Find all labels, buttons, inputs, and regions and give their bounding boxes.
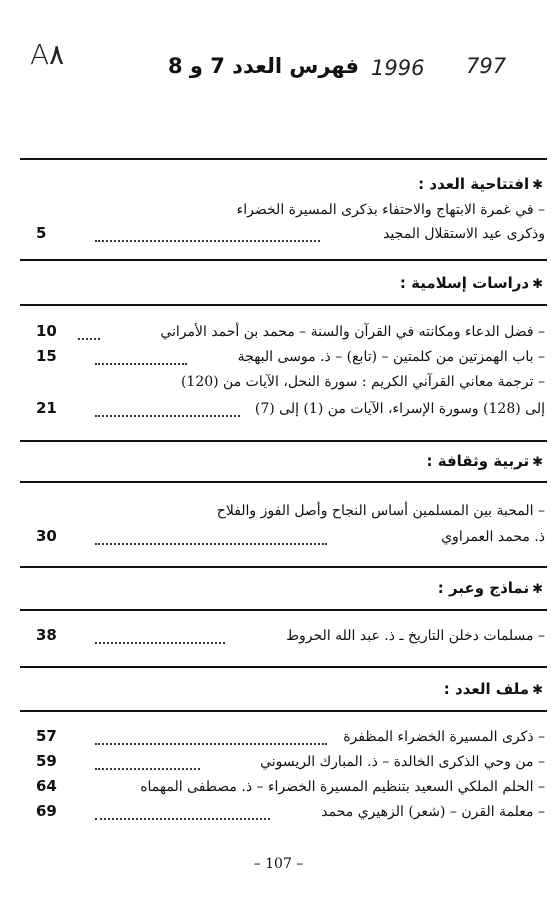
- year-mark: 1996: [371, 56, 425, 80]
- toc-line: – في غمرة الابتهاج والاحتفاء بذكرى المسيرة الخضراء: [236, 202, 545, 218]
- toc-line: ذ. محمد العمراوي: [441, 529, 545, 545]
- section-heading: ✱ملف العدد :: [443, 680, 543, 698]
- star-icon: ✱: [532, 178, 543, 193]
- toc-line: – مسلمات دخلن التاريخ ـ ذ. عبد الله الحروط: [286, 628, 545, 644]
- toc-line: – فضل الدعاء ومكانته في القرآن والسنة – محمد بن أحمد الأمراني: [160, 324, 545, 340]
- section-divider: [20, 158, 547, 160]
- section-heading: ✱تربية وثقافة :: [426, 452, 543, 470]
- dot-leader: [78, 338, 100, 340]
- page-number: 30: [36, 527, 57, 545]
- section-divider: [20, 566, 547, 568]
- dot-leader: [95, 240, 320, 242]
- section-divider: [20, 440, 547, 442]
- dot-leader: [95, 363, 187, 365]
- section-heading: ✱نماذج وعبر :: [437, 579, 543, 597]
- section-divider: [20, 609, 547, 611]
- section-divider: [20, 666, 547, 668]
- page-title: فهرس العدد 7 و 8: [167, 54, 359, 78]
- toc-line: وذكرى عيد الاستقلال المجيد: [383, 226, 545, 242]
- dot-leader: [95, 415, 240, 417]
- dot-leader: [95, 642, 225, 644]
- dot-leader: [95, 818, 270, 820]
- dot-leader: [95, 743, 327, 745]
- page-number: 38: [36, 626, 57, 644]
- toc-line: – المحبة بين المسلمين أساس النجاح وأصل الفوز والفلاح: [216, 503, 545, 519]
- page-number: 5: [36, 224, 47, 242]
- dot-leader: [95, 768, 200, 770]
- page-number: 59: [36, 752, 57, 770]
- star-icon: ✱: [532, 683, 543, 698]
- toc-line: – ترجمة معاني القرآني الكريم : سورة النحل، الآيات من (120): [180, 374, 545, 390]
- toc-line: – من وحي الذكرى الخالدة – ذ. المبارك الريسوني: [260, 754, 545, 770]
- toc-line: – الحلم الملكي السعيد بتنظيم المسيرة الخضراء – ذ. مصطفى المهماه: [140, 779, 545, 795]
- footer-page-number: – 107 –: [253, 856, 304, 872]
- star-icon: ✱: [532, 277, 543, 292]
- star-icon: ✱: [532, 582, 543, 597]
- dot-leader: [95, 543, 327, 545]
- toc-line: – باب الهمزتين من كلمتين – (تابع) – ذ. موسى البهجة: [237, 349, 545, 365]
- page-number: 57: [36, 727, 57, 745]
- toc-line: إلى (128) وسورة الإسراء، الآيات من (1) إلى (7): [254, 401, 545, 417]
- toc-line: – معلمة القرن – (شعر) الزهيري محمد: [321, 804, 545, 820]
- section-heading: ✱افتتاحية العدد :: [418, 175, 543, 193]
- page-number: 64: [36, 777, 57, 795]
- section-divider: [20, 481, 547, 483]
- section-divider: [20, 710, 547, 712]
- page-number: 15: [36, 347, 57, 365]
- star-icon: ✱: [532, 455, 543, 470]
- toc-line: – ذكرى المسيرة الخضراء المظفرة: [343, 729, 545, 745]
- section-divider: [20, 259, 547, 261]
- section-divider: [20, 304, 547, 306]
- page-number: 69: [36, 802, 57, 820]
- code-mark: 797: [466, 54, 507, 78]
- section-heading: ✱دراسات إسلامية :: [399, 274, 543, 292]
- page-number: 21: [36, 399, 57, 417]
- page-number: 10: [36, 322, 57, 340]
- corner-mark: A٨: [30, 38, 65, 71]
